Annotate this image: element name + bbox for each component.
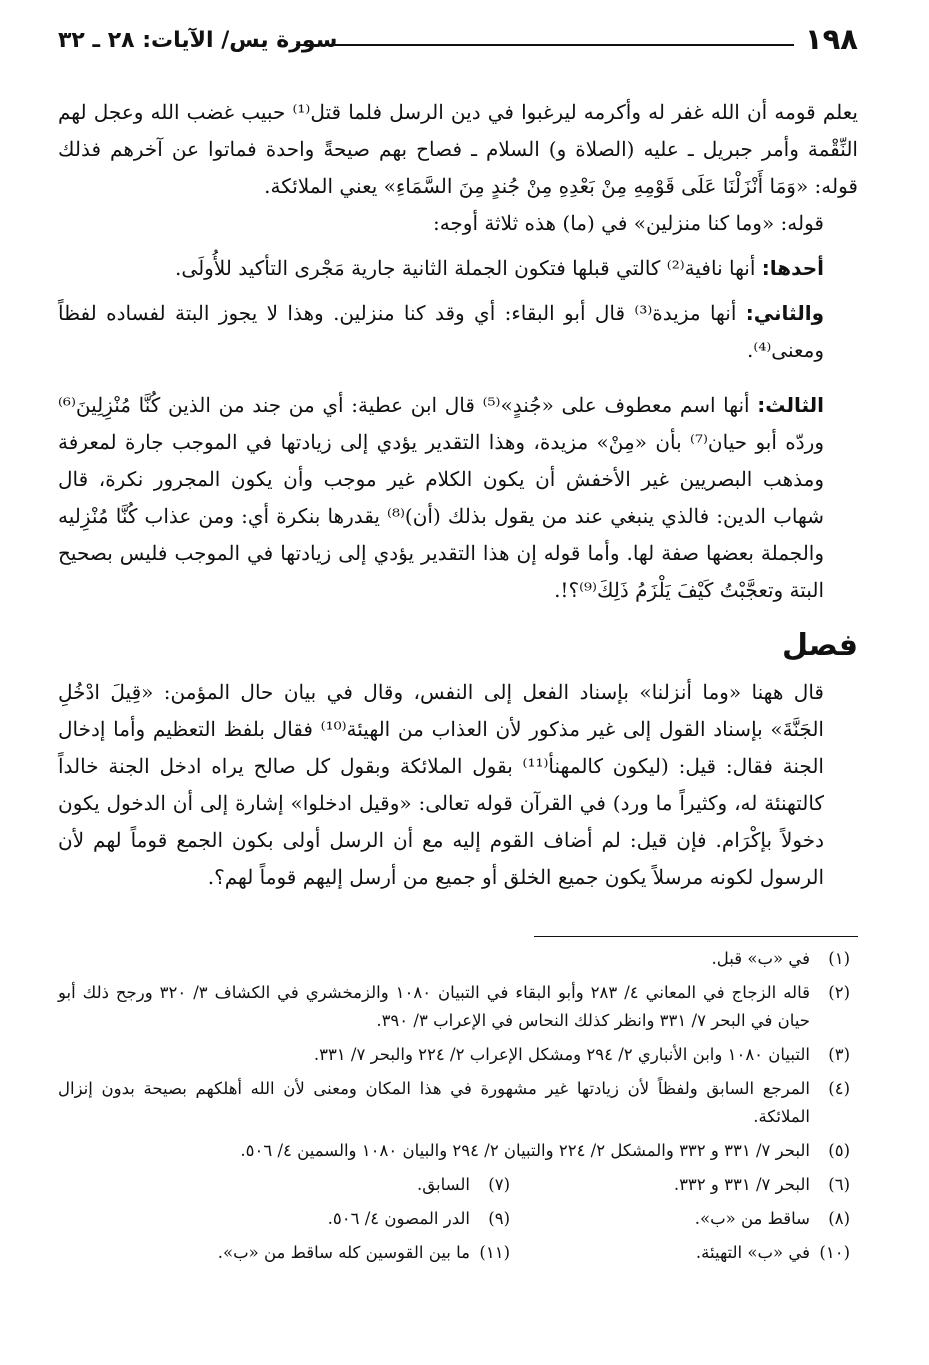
page-number: ١٩٨ (804, 22, 858, 56)
header-rule (296, 44, 794, 46)
aspect-lead: الثالث: (757, 393, 824, 417)
footnote-number: (٨) (828, 1209, 850, 1228)
footnote-text: التبيان ١٠٨٠ وابن الأنباري ٢/ ٢٩٤ ومشكل الإعراب ٢/ ٢٢٤ والبحر ٧/ ٣٣١. (313, 1045, 810, 1064)
footnote-text: السابق. (417, 1175, 470, 1194)
paragraph: قوله: «وما كنا منزلين» في (ما) هذه ثلاثة أوجه: (432, 211, 824, 235)
footnote-number: (٧) (488, 1175, 510, 1194)
first-aspect (58, 250, 858, 287)
footnote-number: (٦) (828, 1175, 850, 1194)
footnote (58, 1075, 850, 1131)
footnote (170, 1239, 510, 1267)
aspect-lead: أحدها: (761, 256, 824, 280)
book-page (58, 20, 858, 1273)
footnotes (58, 945, 858, 1267)
footnote-text: البحر ٧/ ٣٣١ و ٣٣٢. (673, 1175, 810, 1194)
footnote-text: في «ب» قبل. (711, 949, 810, 968)
footnote-pair (58, 1205, 850, 1233)
footnote-text: في «ب» التهيئة. (695, 1243, 810, 1262)
main-text (58, 94, 858, 896)
aspect-lead: والثاني: (745, 301, 824, 325)
footnote-text: ساقط من «ب». (694, 1209, 810, 1228)
page-header (58, 20, 858, 66)
footnote-number: (٣) (828, 1045, 850, 1064)
footnote (510, 1239, 850, 1267)
paragraph: يعلم قومه أن الله غفر له وأكرمه ليرغبوا في دين الرسل فلما قتل⁽¹⁾ حبيب غضب الله وعجل لهم النِّقْمة وأمر جبريل ـ عليه (الصلاة و) السلام ـ فصاح بهم صيحةً واحدة فماتوا عن آخرهم فذلك قوله: «وَمَا أَنْزَلْنَا عَلَى قَوْمِهِ مِنْ بَعْدِهِ مِنْ جُندٍ مِنَ السَّمَاءِ» يعني الملائكة. (58, 100, 858, 198)
footnote (58, 945, 850, 973)
aspect-text: أنها اسم معطوف على «جُندٍ»⁽⁵⁾ قال ابن عطية: أي من جند من الذين كُنَّا مُنْزِلِينَ⁽⁶⁾ وردّه أبو حيان⁽⁷⁾ بأن «مِنْ» مزيدة، وهذا التقدير يؤدي إلى زيادتها في الموجب جارة لمعرفة ومذهب البصريين غير الأخفش أن يكون الكلام غير موجب وأن يكون المجرور نكرة، قال شهاب الدين: فالذي ينبغي عند من يقول بذلك (أن)⁽⁸⁾ يقدرها بنكرة أي: ومن عذاب كُنَّا مُنْزِليه والجملة بعضها صفة لها. وأما قوله إن هذا التقدير يؤدي إلى زيادتها في الموجب فليس بصحيح البتة وتعجَّبْتُ كَيْفَ يَلْزَمُ ذَلِكَ⁽⁹⁾؟!. (58, 393, 824, 602)
footnote-text: قاله الزجاج في المعاني ٤/ ٢٨٣ وأبو البقاء في التبيان ١٠٨٠ والزمخشري في الكشاف ٣/ ٣٢٠ ورجح ذلك أبو حيان في البحر ٧/ ٣٣١ وانظر كذلك النحاس في الإعراب ٣/ ٣٩٠. (58, 983, 810, 1030)
third-aspect (58, 387, 858, 609)
section-paragraph: قال ههنا «وما أنزلنا» بإسناد الفعل إلى النفس، وقال في بيان حال المؤمن: «قِيلَ ادْخُلِ الجَنَّةَ» بإسناد القول إلى غير مذكور لأن العذاب من الهيئة⁽¹⁰⁾ فقال بلفظ التعظيم وأما إدخال الجنة فقال: قيل: (ليكون كالمهنأ⁽¹¹⁾ بقول الملائكة وبقول كل صالح يراه ادخل الجنة خالداً كالتهنئة له، وكثيراً ما ورد) في القرآن قوله تعالى: «وقيل ادخلوا» إشارة إلى أن الدخول يكون دخولاً بإكْرَام. فإن قيل: لم أضاف القوم إليه مع أن الرسل أولى بكون الجمع قوماً لهم لأن الرسول لكونه مرسلاً يكون جميع الخلق أو جميع من أرسل إليهم قوماً لهم؟. (58, 680, 824, 889)
second-aspect (58, 295, 858, 369)
footnote-number: (٥) (828, 1141, 850, 1160)
footnote-number: (٩) (488, 1209, 510, 1228)
footnote-number: (٤) (828, 1079, 850, 1098)
footnote-number: (٢) (828, 983, 850, 1002)
footnote-rule (534, 936, 858, 937)
footnote-text: البحر ٧/ ٣٣١ و ٣٣٢ والمشكل ٢/ ٢٢٤ والتبيان ٢/ ٢٩٤ والبيان ١٠٨٠ والسمين ٤/ ٥٠٦. (240, 1141, 810, 1160)
footnote (510, 1205, 850, 1233)
footnote-number: (١١) (479, 1243, 510, 1262)
footnote-pair (58, 1171, 850, 1199)
footnote (170, 1171, 510, 1199)
footnote (58, 979, 850, 1035)
footnote (58, 1137, 850, 1165)
footnote (170, 1205, 510, 1233)
aspect-text: أنها نافية⁽²⁾ كالتي قبلها فتكون الجملة الثانية جارية مَجْرى التأكيد للأُولَى. (175, 256, 762, 280)
footnote-number: (١٠) (819, 1243, 850, 1262)
aspect-text: أنها مزيدة⁽³⁾ قال أبو البقاء: أي وقد كنا منزلين. وهذا لا يجوز البتة لفساده لفظاً ومعنى⁽⁴⁾. (58, 301, 824, 362)
footnote-text: المرجع السابق ولفظاً لأن زيادتها غير مشهورة في هذا المكان ومعنى لأن الله أهلكهم بصيحة بدون إنزال الملائكة. (58, 1079, 810, 1126)
footnote (58, 1041, 850, 1069)
running-title: سورة يس/ الآيات: ٢٨ ـ ٣٢ (58, 28, 338, 53)
footnote-text: الدر المصون ٤/ ٥٠٦. (327, 1209, 470, 1228)
footnote-text: ما بين القوسين كله ساقط من «ب». (217, 1243, 470, 1262)
footnote-number: (١) (828, 949, 850, 968)
section-title: فصل (782, 628, 858, 663)
footnote (510, 1171, 850, 1199)
footnote-pair (58, 1239, 850, 1267)
